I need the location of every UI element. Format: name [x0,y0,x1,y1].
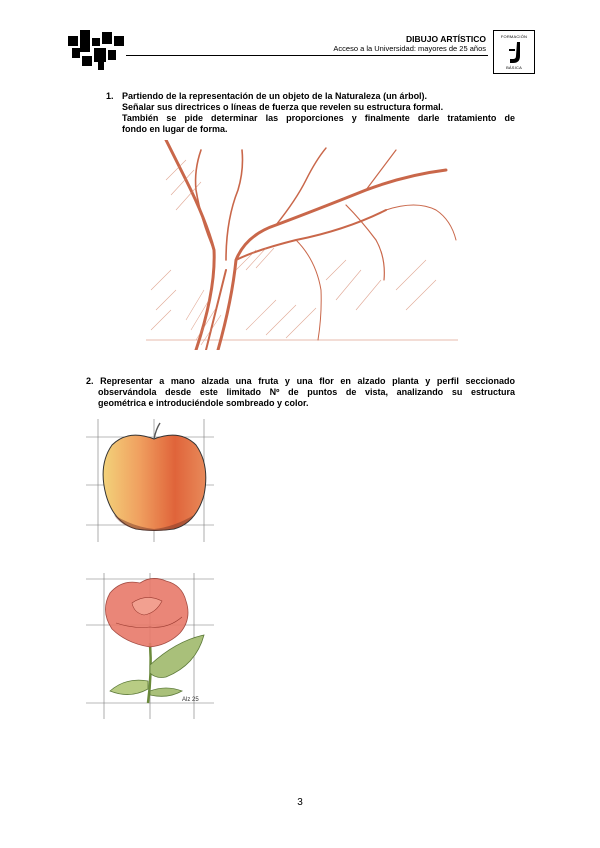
header-subtitle: Acceso a la Universidad: mayores de 25 años [333,44,486,53]
tree-sketch-image [146,140,458,350]
university-logo [68,30,124,70]
page-number: 3 [297,797,303,808]
rose-drawing-image [86,573,214,719]
item1-line: fondo en lugar de forma. [122,124,228,134]
item1-line: Señalar sus directrices o líneas de fuerza que revelen su estructura formal. [122,102,444,112]
badge-bottom-label: BÁSICA [506,65,522,70]
item1-line: También se pide determinar las proporciones y finalmente darle tratamiento de [122,113,515,123]
header-rule [126,55,488,56]
logo-mark-icon [507,41,523,65]
apple-drawing-image [86,419,214,542]
formacion-basica-logo [493,30,535,74]
rose-signature: Alz 25 [182,697,199,703]
item2-line: observándola desde este limitado Nº de puntos de vista, analizando su estructura [98,387,515,397]
badge-top-label: FORMACIÓN [500,34,528,39]
item2-line: geométrica e introduciéndole sombreado y color. [98,398,309,408]
item2-line: 2. Representar a mano alzada una fruta y una flor en alzado planta y perfil seccionado [86,376,515,386]
item1-number: 1. [106,91,114,101]
header-title: DIBUJO ARTÍSTICO [406,34,486,44]
item1-line: Partiendo de la representación de un objeto de la Naturaleza (un árbol). [122,91,428,101]
